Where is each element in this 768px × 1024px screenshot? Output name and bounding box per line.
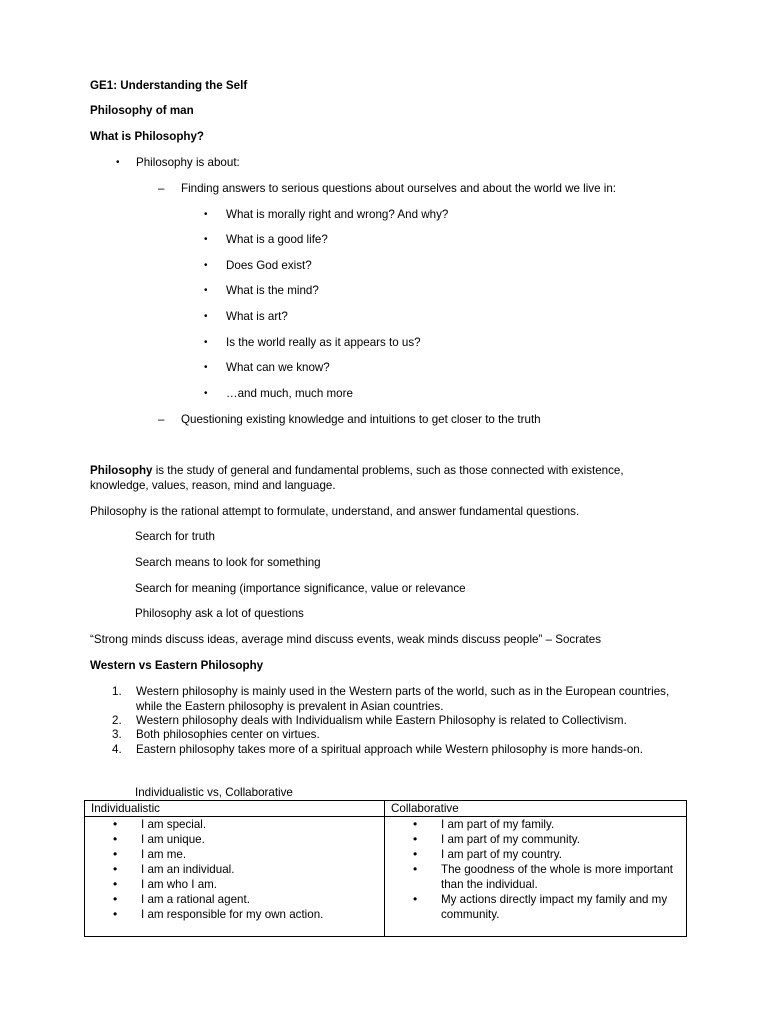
- bullet-icon: •: [113, 832, 118, 846]
- numbered-item: Eastern philosophy takes more of a spiritual approach while Western philosophy is more hands-on.: [136, 743, 643, 756]
- individualistic-cell: [85, 817, 385, 937]
- list-item: • I am responsible for my own action.: [113, 907, 324, 921]
- comparison-table: [84, 800, 687, 937]
- bullet-icon: •: [204, 311, 208, 322]
- question-item: Is the world really as it appears to us?: [226, 336, 421, 349]
- bullet-icon: •: [116, 157, 120, 168]
- list-number: 4.: [112, 743, 122, 756]
- bullet-icon: •: [204, 337, 208, 348]
- column-header-individualistic: Individualistic: [85, 801, 385, 817]
- question-heading: What is Philosophy?: [90, 130, 205, 143]
- list-item: • I am part of my country.: [413, 847, 562, 861]
- numbered-item: Western philosophy is mainly used in the Western parts of the world, such as in the European countries, while the Eastern philosophy is prevalent in Asian countries.: [136, 685, 670, 713]
- bullet-icon: •: [113, 862, 118, 876]
- bullet-icon: •: [413, 817, 418, 831]
- question-item: Does God exist?: [226, 259, 312, 272]
- search-line: Philosophy ask a lot of questions: [135, 607, 304, 620]
- table-caption: Individualistic vs, Collaborative: [135, 786, 293, 799]
- list-item: • I am unique.: [113, 832, 205, 846]
- definition-2: Philosophy is the rational attempt to formulate, understand, and answer fundamental questions.: [90, 505, 580, 518]
- bullet-icon: •: [204, 234, 208, 245]
- bullet-icon: •: [413, 862, 418, 876]
- outline-dash-1: Finding answers to serious questions about ourselves and about the world we live in:: [181, 182, 617, 195]
- list-item: • I am special.: [113, 817, 207, 831]
- bullet-icon: •: [113, 907, 118, 921]
- list-number: 2.: [112, 714, 122, 727]
- search-line: Search means to look for something: [135, 556, 321, 569]
- dash-icon: –: [158, 413, 165, 426]
- column-header-collaborative: Collaborative: [385, 801, 687, 817]
- question-item: …and much, much more: [226, 387, 353, 400]
- bullet-icon: •: [113, 877, 118, 891]
- question-item: What is the mind?: [226, 284, 319, 297]
- question-item: What is art?: [226, 310, 288, 323]
- definition-rest: is the study of general and fundamental problems, such as those connected with existence,: [152, 464, 624, 477]
- list-item: • I am who I am.: [113, 877, 218, 891]
- definition-1-line-1: [90, 464, 624, 478]
- list-item: • My actions directly impact my family and my community.: [413, 892, 668, 921]
- bullet-icon: •: [204, 209, 208, 220]
- bullet-icon: •: [204, 388, 208, 399]
- outline-bullet: Philosophy is about:: [136, 156, 240, 169]
- bullet-icon: •: [413, 832, 418, 846]
- table-header-row: [85, 801, 687, 817]
- list-item: • I am an individual.: [113, 862, 235, 876]
- list-item: • I am me.: [113, 847, 187, 861]
- bullet-icon: •: [204, 362, 208, 373]
- table-row: [85, 817, 687, 937]
- socrates-quote: “Strong minds discuss ideas, average mind discuss events, weak minds discuss people” – Socrates: [90, 633, 602, 646]
- question-item: What is a good life?: [226, 233, 328, 246]
- list-item: • I am part of my family.: [413, 817, 555, 831]
- question-item: What can we know?: [226, 361, 330, 374]
- dash-icon: –: [158, 182, 165, 195]
- search-line: Search for truth: [135, 530, 215, 543]
- bullet-icon: •: [413, 892, 418, 906]
- topic-heading: Philosophy of man: [90, 104, 194, 117]
- bullet-icon: •: [413, 847, 418, 861]
- list-item: • I am part of my community.: [413, 832, 580, 846]
- list-item: • The goodness of the whole is more important than the individual.: [413, 862, 673, 891]
- list-number: 3.: [112, 728, 122, 741]
- list-item: • I am a rational agent.: [113, 892, 250, 906]
- bullet-icon: •: [204, 285, 208, 296]
- course-title: GE1: Understanding the Self: [90, 79, 248, 92]
- bullet-icon: •: [204, 260, 208, 271]
- definition-term: Philosophy: [90, 464, 153, 477]
- definition-1-line-2: knowledge, values, reason, mind and language.: [90, 479, 336, 492]
- collaborative-cell: [385, 817, 687, 937]
- bullet-icon: •: [113, 892, 118, 906]
- list-number: 1.: [112, 685, 122, 698]
- bullet-icon: •: [113, 847, 118, 861]
- search-line: Search for meaning (importance significance, value or relevance: [135, 582, 466, 595]
- numbered-item: Both philosophies center on virtues.: [136, 728, 320, 741]
- question-item: What is morally right and wrong? And why?: [226, 208, 449, 221]
- bullet-icon: •: [113, 817, 118, 831]
- section-title: Western vs Eastern Philosophy: [90, 659, 264, 672]
- outline-dash-2: Questioning existing knowledge and intuitions to get closer to the truth: [181, 413, 541, 426]
- numbered-item: Western philosophy deals with Individualism while Eastern Philosophy is related to Collectivism.: [136, 714, 627, 727]
